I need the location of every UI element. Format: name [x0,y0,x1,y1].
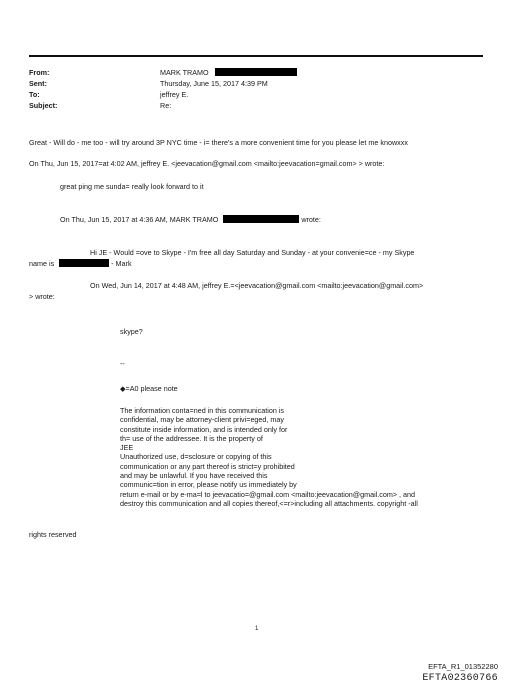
quote-header-3: On Wed, Jun 14, 2017 at 4:48 AM, jeffrey E.=<jeevacation@gmail.com <mailto:jeevacation@gmail.com> [90,281,424,290]
quote-header-2 [60,215,321,224]
disclaimer-line: constitute inside information, and is intended only for [120,424,288,434]
quote-header-2-text: On Thu, Jun 15, 2017 at 4:36 AM, MARK TRAMO [60,215,219,224]
quote-header-2-wrote: wrote: [301,215,321,224]
disclaimer-line: confidential, may be attorney-client privi=eged, may [120,415,284,425]
efta-id-small: EFTA_R1_01352280 [428,662,498,671]
from-value [160,68,297,77]
redaction-box [223,215,299,223]
disclaimer-line: communication or any part thereof is strict=y prohibited [120,461,295,471]
reply-text: Great - Will do - me too - will try around 3P NYC time - i= there's a more convenient time for you please let me knowxxx [29,138,408,147]
skype-name-label: name is [29,259,55,268]
sent-value: Thursday, June 15, 2017 4:39 PM [160,79,268,88]
rights-reserved: rights reserved [29,530,77,539]
quoted-message-2-cont [29,259,132,268]
to-value: jeffrey E. [160,90,189,99]
efta-id-large: EFTA02360766 [422,673,498,684]
disclaimer-line: destroy this communication and all copies thereof,<=r>including all attachments. copyright -all [120,498,418,508]
from-name: MARK TRAMO [160,68,209,77]
disclaimer-line: Unauthorized use, d=sclosure or copying of this [120,452,272,462]
page-number: 1 [255,626,259,632]
disclaimer-line: communic=tion in error, please notify us immediately by [120,480,297,490]
disclaimer-line: return e-mail or by e-ma=l to jeevacatio=@gmail.com <mailto:jeevacation@gmail.com> , and [120,489,416,499]
redaction-box [59,259,109,267]
disclaimer-block [120,406,418,508]
disclaimer-line: and may be unlawful. If you have received this [120,471,268,481]
replacement-char-icon: ◆ [120,384,126,393]
note-line [120,384,178,393]
from-label: From: [29,68,50,77]
quoted-message-2: Hi JE - Would =ove to Skype - I'm free all day Saturday and Sunday - at your convenie=ce - my Skype [90,248,415,257]
quote-header-1: On Thu, Jun 15, 2017=at 4:02 AM, jeffrey E. <jeevacation@gmail.com <mailto:jeevacation=gmail.com> > wrote: [29,159,385,168]
disclaimer-line: th= use of the addressee. It is the property of [120,433,263,443]
quote-header-3-cont: > wrote: [29,292,55,301]
subject-value: Re: [160,101,172,110]
signature-mark: - Mark [111,259,132,268]
quoted-message-3: skype? [120,327,143,336]
to-label: To: [29,90,40,99]
disclaimer-line: JEE [120,443,134,453]
disclaimer-line: The information conta=ned in this communication is [120,406,284,415]
redaction-box [215,68,297,76]
sent-label: Sent: [29,79,47,88]
quoted-message-1: great ping me sunda= really look forward to it [60,182,204,191]
signature-separator: -- [120,359,125,368]
note-text: =A0 please note [125,384,178,393]
header-rule [29,55,483,57]
subject-label: Subject: [29,101,58,110]
